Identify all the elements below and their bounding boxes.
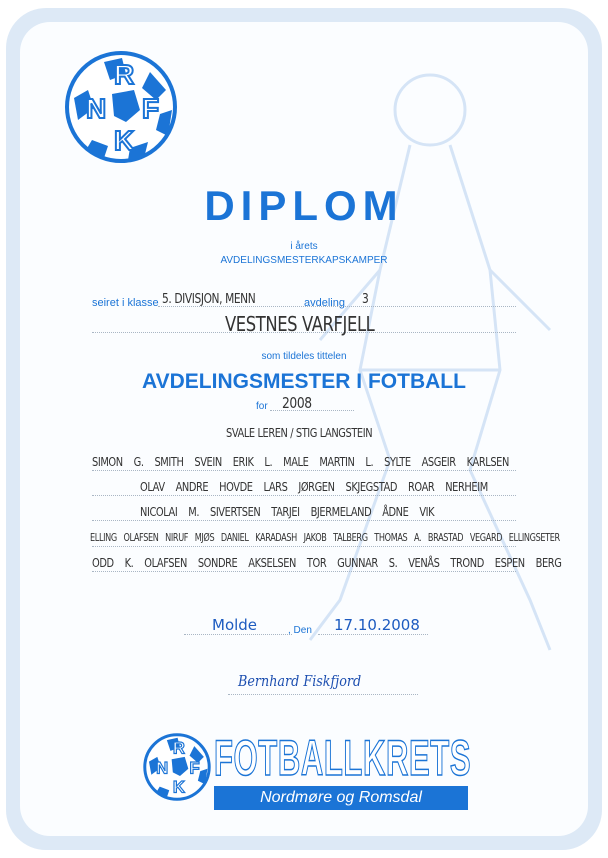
logo-letter-r: R [114,59,135,90]
player-name: VEGARD ELLINGSETER [469,531,560,544]
player-name: LARS JØRGEN SKJEGSTAD [263,480,398,494]
coaches: SVALE LEREN / STIG LANGSTEIN [226,426,373,440]
nrkf-logo [64,50,178,164]
player-name: SONDRE AKSELSEN [197,556,296,570]
footer-logo-letter-f: F [189,758,200,778]
player-name: MARTIN L. SYLTE [319,455,411,469]
player-name: OLAV ANDRE HOVDE [140,480,253,494]
footer-nrkf-logo [143,733,211,801]
player-name: ASGEIR KARLSEN [421,455,509,469]
place-date: 17.10.2008 [334,616,420,634]
player-name: SVEIN ERIK L. MALE [194,455,309,469]
logo-letter-k: K [114,125,135,156]
logo-letter-f: F [142,93,160,124]
place-city: Molde [212,616,258,634]
intro-line-1: i årets [290,241,318,252]
class-label: seiret i klasse [92,297,159,309]
player-name: ODD K. OLAFSEN [92,556,187,570]
diploma-title: DIPLOM [204,182,404,229]
player-name: TOR GUNNAR S. VENÅS [306,556,440,570]
year-value: 2008 [282,394,312,412]
award-title: AVDELINGSMESTER I FOTBALL [142,370,466,393]
player-name: DANIEL KARADASH [220,531,297,544]
year-label: for [256,401,268,412]
footer-logo-letter-k: K [172,777,185,797]
players-row-2 [140,480,488,494]
class-value: 5. DIVISJON, MENN [162,292,256,307]
player-name: TROND ESPEN BERG [450,556,562,570]
den-label: , Den [288,625,312,636]
division-value: 3 [362,292,369,307]
team-name: VESTNES VARFJELL [225,312,375,336]
players-row-5 [92,556,561,570]
player-name: SIMON G. SMITH [92,455,184,469]
footer-brand: FOTBALLKRETS [214,730,472,786]
awarded-label: som tildeles tittelen [261,351,347,362]
players-row-4 [90,531,560,544]
division-label: avdeling [304,297,345,309]
footer-logo-letter-n: N [156,758,169,778]
footer-region: Nordmøre og Romsdal [260,789,422,806]
players-row-3 [140,505,434,519]
intro-line-2: AVDELINGSMESTERKAPSKAMPER [220,255,388,266]
player-name: ELLING OLAFSEN [90,531,159,544]
player-name: NIRUF MJØS [165,531,215,544]
footer-logo-letter-r: R [172,738,185,758]
player-name: ROAR NERHEIM [407,480,488,494]
player-name: ÅDNE VIK [382,505,435,519]
player-name: TARJEI BJERMELAND [271,505,372,519]
player-name: THOMAS A. BRASTAD [374,531,464,544]
logo-letter-n: N [86,93,107,124]
players-row-1 [92,455,509,469]
player-name: JAKOB TALBERG [303,531,368,544]
player-name: NICOLAI M. SIVERTSEN [140,505,261,519]
footballer-watermark-illustration [300,40,560,690]
signature: Bernhard Fiskfjord [238,672,362,690]
